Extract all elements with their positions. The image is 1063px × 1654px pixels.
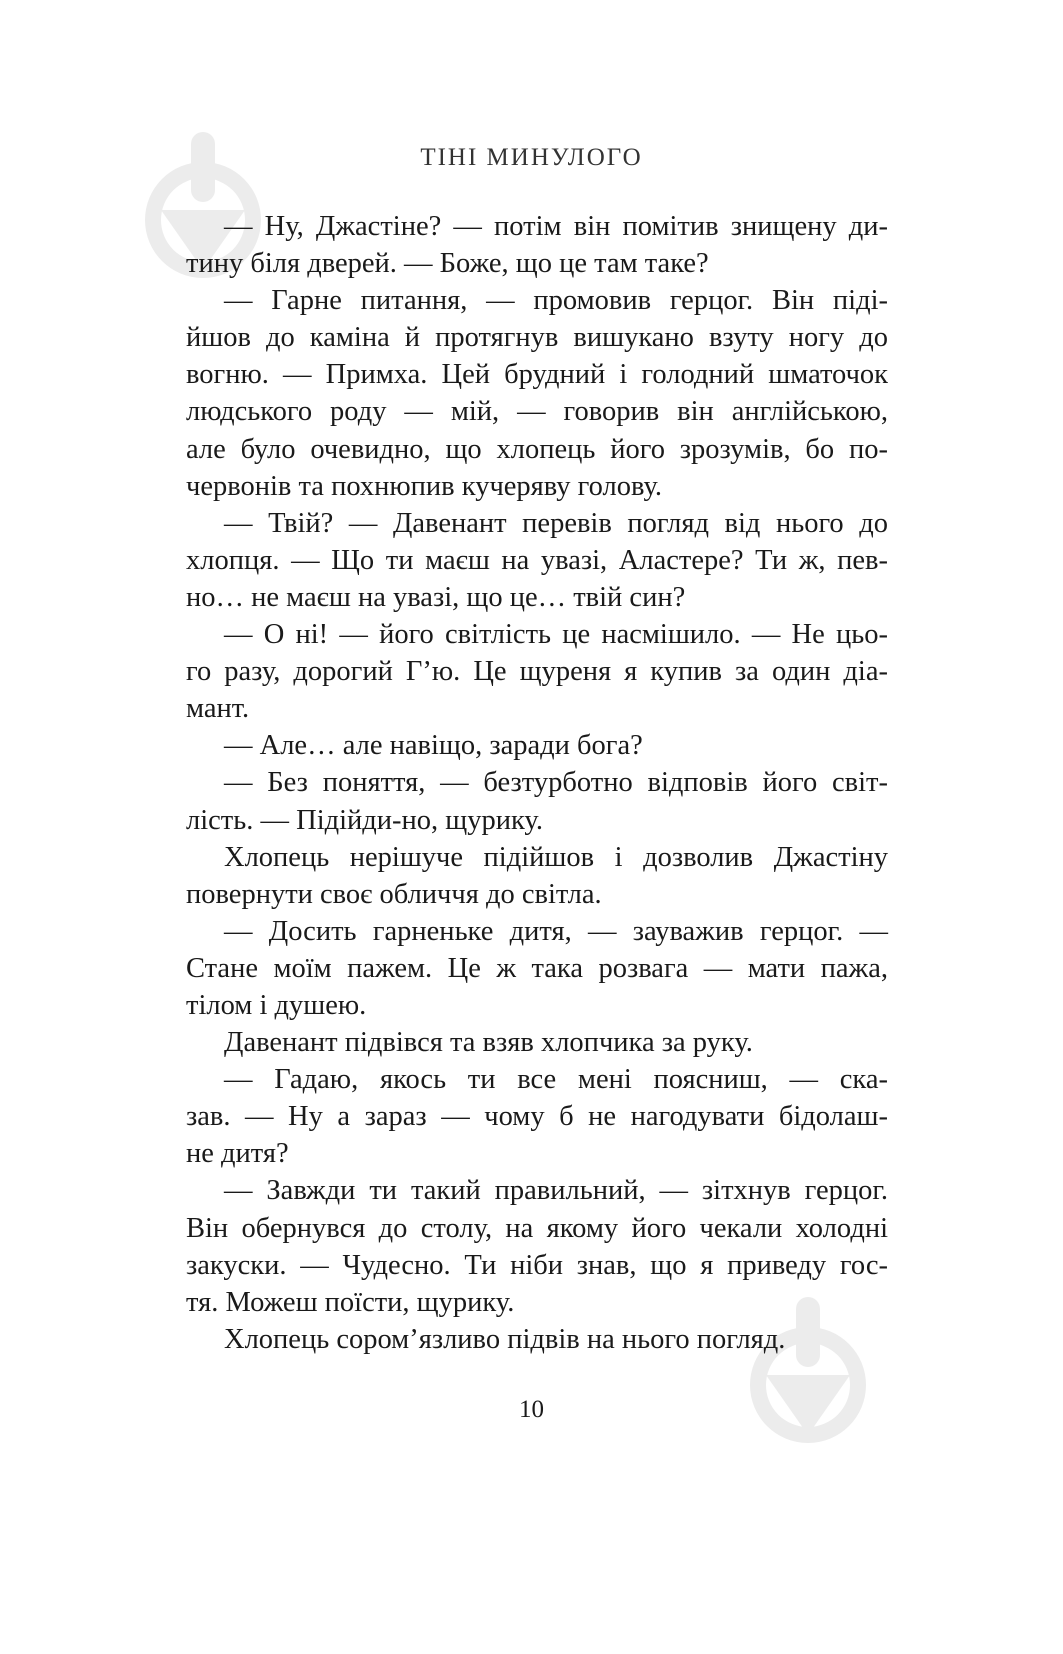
text-line: Він обернувся до столу, на якому його чекали холодні <box>186 1212 888 1244</box>
text-line: Хлопець нерішуче підійшов і дозволив Джастіну <box>224 841 888 873</box>
text-line: тя. Можеш поїсти, щурику. <box>186 1286 515 1318</box>
text-line: зав. — Ну а зараз — чому б не нагодувати бідолаш- <box>186 1101 888 1133</box>
text-line: Стане моїм пажем. Це ж така розвага — мати пажа, <box>186 952 888 984</box>
text-line: — О ні! — його світлість це насмішило. — Не цьо- <box>224 619 888 651</box>
text-line: хлопця. — Що ти маєш на увазі, Аластере? Ти ж, пев- <box>186 544 888 576</box>
text-line: але було очевидно, що хлопець його зрозумів, бо по- <box>186 433 888 465</box>
text-line: закуски. — Чудесно. Ти ніби знав, що я приведу гос- <box>186 1249 888 1281</box>
text-line: йшов до каміна й протягнув вишукано взуту ногу до <box>186 322 888 354</box>
text-line: тілом і душею. <box>186 989 367 1021</box>
text-line: тину біля дверей. — Боже, що це там таке? <box>186 248 709 280</box>
text-line: — Досить гарненьке дитя, — зауважив герцог. — <box>224 915 888 947</box>
text-line: — Завжди ти такий правильний, — зітхнув герцог. <box>224 1175 888 1207</box>
text-line: Хлопець сором’язливо підвів на нього погляд. <box>224 1323 786 1355</box>
text-line: мант. <box>186 693 250 725</box>
running-head: ТІНІ МИНУЛОГО <box>420 144 643 171</box>
body-text <box>186 208 888 1358</box>
text-line: людського роду — мій, — говорив він англійською, <box>186 396 888 428</box>
text-line: — Але… але навіщо, заради бога? <box>224 730 643 762</box>
text-line: — Ну, Джастіне? — потім він помітив знищену ди- <box>224 211 888 242</box>
text-line: — Без поняття, — безтурботно відповів його світ- <box>224 767 888 799</box>
text-line: лість. — Підійди-но, щурику. <box>186 804 543 836</box>
text-line: го разу, дорогий Г’ю. Це щуреня я купив за один діа- <box>186 656 888 688</box>
text-line: но… не маєш на увазі, що це… твій син? <box>186 581 686 613</box>
text-line: червонів та похнюпив кучеряву голову. <box>186 470 662 502</box>
text-line: не дитя? <box>186 1138 289 1170</box>
text-line: повернути своє обличчя до світла. <box>186 878 602 910</box>
text-line: Давенант підвівся та взяв хлопчика за руку. <box>224 1027 753 1059</box>
page-number: 10 <box>519 1396 544 1423</box>
text-line: — Гадаю, якось ти все мені поясниш, — ска- <box>224 1064 888 1096</box>
text-line: — Твій? — Давенант перевів погляд від нього до <box>224 507 888 539</box>
text-line: вогню. — Примха. Цей брудний і голодний шматочок <box>186 359 888 391</box>
text-line: — Гарне питання, — промовив герцог. Він піді- <box>224 285 888 317</box>
